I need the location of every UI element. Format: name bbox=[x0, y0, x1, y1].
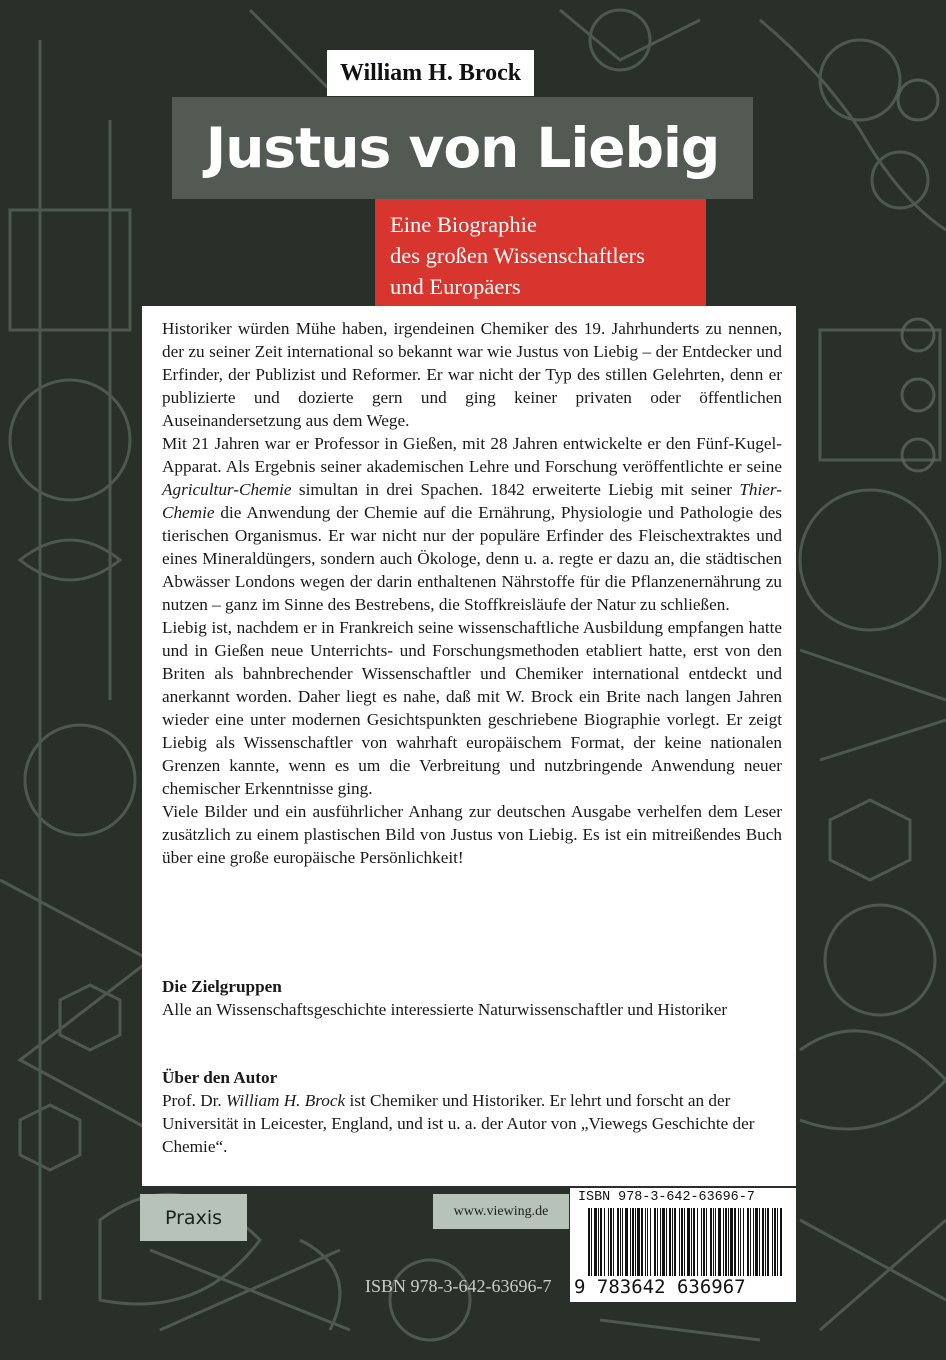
barcode-isbn: ISBN 978-3-642-63696-7 bbox=[578, 1190, 755, 1205]
about-author-section bbox=[162, 1066, 782, 1158]
about-author-text: Prof. Dr. William H. Brock ist Chemiker und Historiker. Er lehrt und forscht an der Universität in Leicester, England, und ist u. a. der Autor von „Viewegs Geschichte der Chemie“. bbox=[162, 1091, 755, 1156]
barcode-label bbox=[570, 1188, 796, 1302]
barcode-icon bbox=[588, 1208, 782, 1276]
blurb-paragraph-4: Viele Bilder und ein ausführlicher Anhang zur deutschen Ausgabe verhelfen dem Leser zusätzlich zu einem plastischen Bild von Justus von Liebig. Es ist ein mitreißendes Buch über eine große europäische Persönlichkeit! bbox=[162, 802, 782, 867]
isbn-text: ISBN 978-3-642-63696-7 bbox=[365, 1276, 552, 1296]
barcode-digits: 9 783642 636967 bbox=[574, 1276, 746, 1298]
subtitle-line-1: Eine Biographie bbox=[390, 212, 537, 237]
blurb-text bbox=[162, 317, 782, 869]
about-author-heading: Über den Autor bbox=[162, 1068, 278, 1087]
subtitle-line-3: und Europäers bbox=[390, 274, 521, 299]
book-subtitle bbox=[375, 199, 706, 306]
subtitle-line-2: des großen Wissenschaftlers bbox=[390, 243, 645, 268]
publisher-website: www.viewing.de bbox=[433, 1194, 569, 1229]
blurb-paragraph-1: Historiker würden Mühe haben, irgendeinen Chemiker des 19. Jahrhunderts zu nennen, der zu seiner Zeit international so bekannt war wie Justus von Liebig – der Entdecker und Erfinder, der Publizist und Reformer. Er war nicht der Typ des stillen Gelehrten, denn er publizierte und dozierte gern und ging keiner privaten oder öffentlichen Auseinandersetzung aus dem Wege. bbox=[162, 319, 782, 430]
target-groups-section bbox=[162, 975, 782, 1021]
author-name: William H. Brock bbox=[327, 50, 534, 96]
book-title: Justus von Liebig bbox=[172, 97, 753, 199]
blurb-paragraph-3: Liebig ist, nachdem er in Frankreich seine wissenschaftliche Ausbildung empfangen hatte und in Gießen neue Unterrichts- und Forschungsmethoden etabliert hatte, erst von den Briten als bahnbrechender Wissenschaftler und Chemiker international entdeckt und anerkannt worden. Daher liegt es nahe, daß mit W. Brock ein Brite nach langen Jahren wieder eine unter modernen Gesichtspunkten geschriebene Biographie vorlegt. Er zeigt Liebig als Wissenschaftler von wahrhaft europäischem Format, der keine nationalen Grenzen kannte, wenn es um die Verbreitung und nutzbringende Anwendung neuer chemischer Erkenntnisse ging. bbox=[162, 618, 782, 798]
blurb-paragraph-2: Mit 21 Jahren war er Professor in Gießen, mit 28 Jahren entwickelte er den Fünf-Kugel-Apparat. Als Ergebnis seiner akademischen Lehre und Forschung veröffentlichte er seine Agricultur-Chemie simultan in drei Spachen. 1842 erweiterte Liebig mit seiner Thier-Chemie die Anwendung der Chemie auf die Ernährung, Physiologie und Pathologie des tierischen Organismus. Er war nicht nur der populäre Erfinder des Fleischextraktes und eines Mineraldüngers, sondern auch Ökologe, denn u. a. regte er dazu an, die städtischen Abwässer Londons wegen der darin enthaltenen Nährstoffe für die Pflanzenernährung zu nutzen – ganz im Sinne des Bestrebens, die Stoffkreisläufe der Natur zu schließen. bbox=[162, 434, 782, 614]
blurb-panel bbox=[142, 306, 796, 1186]
target-groups-heading: Die Zielgruppen bbox=[162, 977, 282, 996]
target-groups-text: Alle an Wissenschaftsgeschichte interessierte Naturwissenschaftler und Historiker bbox=[162, 1000, 728, 1019]
series-label: Praxis bbox=[140, 1194, 247, 1241]
